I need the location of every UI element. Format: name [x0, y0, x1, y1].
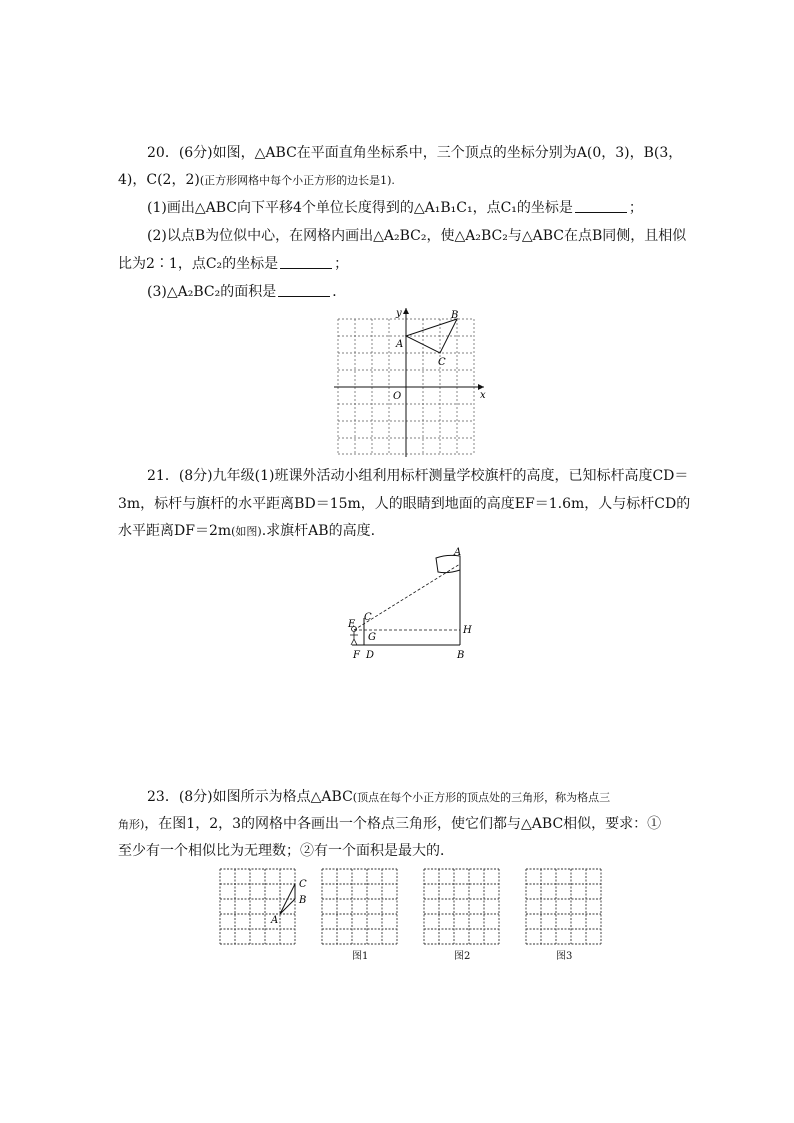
q23-line2-note: 角形)	[118, 818, 145, 831]
q20-part1-text: (1)画出△ABC向下平移4个单位长度得到的△A₁B₁C₁，点C₁的坐标是	[147, 200, 573, 216]
q20-part3	[147, 282, 346, 302]
triangle-abc-grid	[280, 884, 295, 914]
q23-line2	[118, 814, 661, 835]
q21-line3-a: 水平距离DF＝2m	[118, 523, 232, 539]
grid-fig3	[526, 869, 601, 944]
label-c: C	[364, 612, 372, 623]
q23-grids	[215, 865, 610, 960]
fig-label-3: 图3	[556, 951, 573, 962]
label-b: B	[451, 310, 459, 321]
q20-part2b	[118, 254, 348, 274]
q20-part1-end: ；	[628, 200, 643, 216]
q20-part3-text: (3)△A₂BC₂的面积是	[147, 284, 277, 300]
q23-line1-note: (顶点在每个小正方形的顶点处的三角形，称为格点三	[352, 791, 611, 804]
q20-coordinate-figure	[330, 305, 490, 457]
q21-line1: 21．(8分)九年级(1)班课外活动小组利用标杆测量学校旗杆的高度，已知标杆高度CD＝	[147, 468, 689, 484]
q21-line2: 3m，标杆与旗杆的水平距离BD＝15m，人的眼睛到地面的高度EF＝1.6m，人与标杆CD的	[118, 496, 691, 512]
label-e: E	[348, 619, 356, 630]
q20-part2b-text: 比为2∶1，点C₂的坐标是	[118, 256, 279, 272]
fig-label-2: 图2	[454, 951, 471, 962]
q21-flagpole-figure	[340, 542, 480, 662]
q20-line2-note: (正方形网格中每个小正方形的边长是1).	[199, 174, 395, 187]
q20-line2	[118, 170, 395, 191]
answer-blank-1	[575, 200, 627, 213]
label-a: A	[454, 547, 462, 558]
grid-fig1	[322, 869, 397, 944]
label-a: A	[396, 339, 404, 350]
q20-line2-main: 4)，C(2，2)	[118, 172, 200, 188]
person-body	[350, 632, 358, 645]
q21-line3	[118, 521, 375, 542]
q23-line1	[147, 787, 610, 808]
answer-blank-3	[278, 284, 330, 297]
label-b: B	[457, 650, 465, 661]
label-c: C	[438, 357, 446, 368]
q20-part2: (2)以点B为位似中心，在网格内画出△A₂BC₂，使△A₂BC₂与△ABC在点B同侧，且相似	[147, 228, 687, 244]
grid-label-a: A	[271, 915, 279, 926]
grid-label-b: B	[299, 895, 307, 906]
label-d: D	[366, 650, 375, 661]
q20-part2-end: ；	[334, 256, 349, 272]
q21-line3-b: .求旗杆AB的高度.	[261, 523, 376, 539]
label-o: O	[393, 391, 402, 402]
fig-label-1: 图1	[352, 951, 369, 962]
q23-line3: 至少有一个相似比为无理数；②有一个面积是最大的．	[118, 843, 454, 859]
label-f: F	[353, 650, 360, 661]
grid-label-c: C	[299, 879, 307, 890]
q23-line1-a: 23．(8分)如图所示为格点△ABC	[147, 789, 353, 805]
q20-part1	[147, 198, 643, 218]
label-y: y	[396, 308, 402, 319]
grid-fig2	[424, 869, 499, 944]
q20-header: 20．(6分)如图，△ABC在平面直角坐标系中，三个顶点的坐标分别为A(0，3)，B(3，	[147, 145, 683, 161]
label-x: x	[480, 390, 486, 401]
q20-part3-end: ．	[332, 284, 347, 300]
label-h: H	[463, 625, 472, 636]
answer-blank-2	[280, 256, 332, 269]
q21-line3-note: (如图)	[231, 525, 262, 538]
q23-line2-a: ，在图1，2，3的网格中各画出一个格点三角形，使它们都与△ABC相似，要求：①	[144, 816, 662, 832]
y-axis-arrow	[403, 308, 409, 314]
label-g: G	[368, 632, 376, 643]
